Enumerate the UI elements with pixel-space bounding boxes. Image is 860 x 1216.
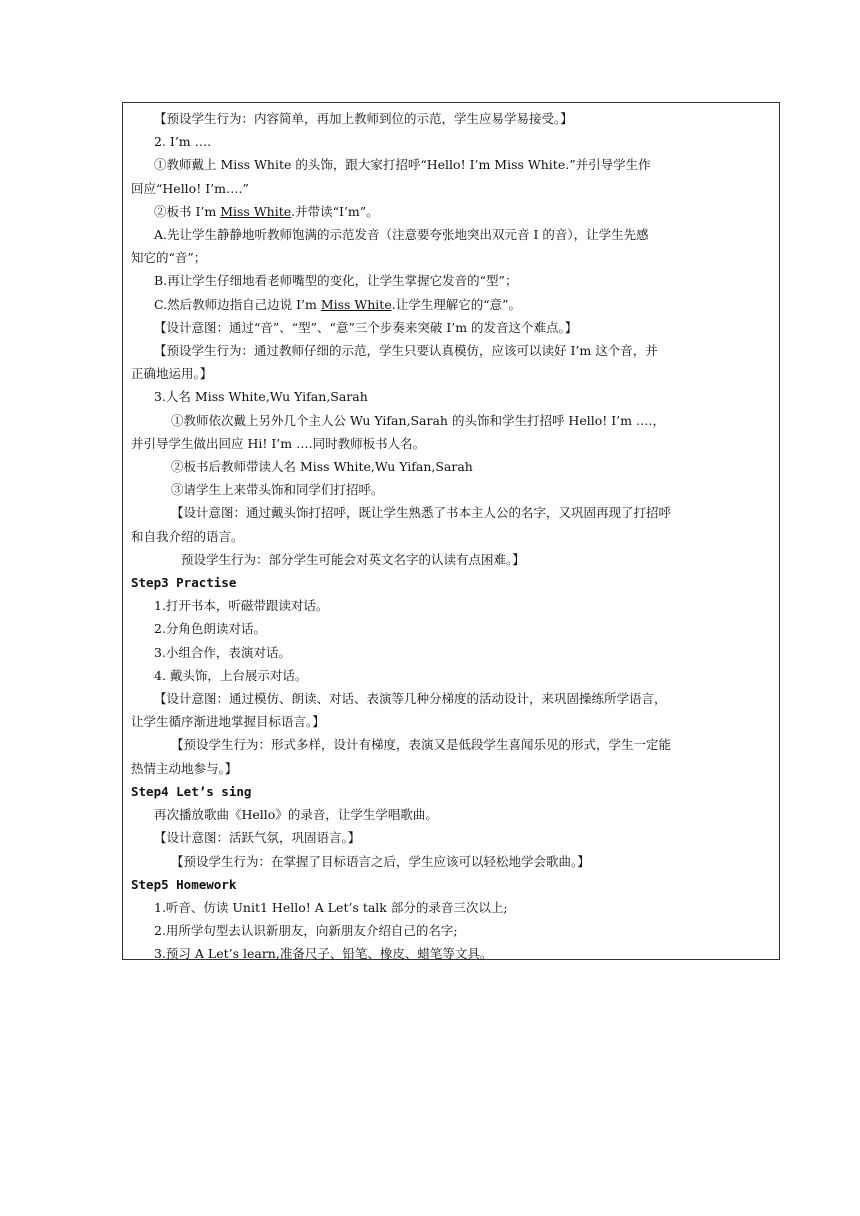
- text-line: 1.打开书本，听磁带跟读对话。: [154, 598, 329, 614]
- text-line: 和自我介绍的语言。: [131, 528, 244, 544]
- text-line: 3.人名 Miss White,Wu Yifan,Sarah: [154, 389, 368, 405]
- text-line: ①教师戴上 Miss White 的头饰，跟大家打招呼“Hello! I’m Miss White.”并引导学生作: [154, 157, 651, 173]
- text-line: 【预设学生行为：通过教师仔细的示范，学生只要认真模仿，应该可以读好 I’m 这个音，并: [154, 343, 658, 359]
- text-line: 1.听音、仿读 Unit1 Hello! A Let’s talk 部分的录音三次以上;: [154, 899, 508, 915]
- text-line: 【设计意图：通过戴头饰打招呼，既让学生熟悉了书本主人公的名字，又巩固再现了打招呼: [171, 505, 672, 521]
- lesson-plan-text: [131, 107, 773, 966]
- text-line: 让学生循序渐进地掌握目标语言。】: [131, 714, 325, 730]
- underlined-name: Miss White: [220, 203, 292, 219]
- lesson-plan-table-cell: [122, 102, 780, 960]
- text-line: 3.预习 A Let’s learn,准备尺子、铅笔、橡皮、蜡笔等文具。: [154, 946, 493, 962]
- text-line: 2.用所学句型去认识新朋友，向新朋友介绍自己的名字;: [154, 923, 458, 939]
- text-run: .让学生理解它的“意”。: [391, 296, 521, 312]
- text-line: 3.小组合作，表演对话。: [154, 644, 291, 660]
- text-line: 并引导学生做出回应 Hi! I’m ….同时教师板书人名。: [131, 435, 426, 451]
- text-line: 热情主动地参与。】: [131, 760, 238, 776]
- text-line: ②板书后教师带读人名 Miss White,Wu Yifan,Sarah: [171, 459, 473, 475]
- text-line: 【设计意图：通过模仿、朗读、对话、表演等几种分梯度的活动设计，来巩固操练所学语言，: [154, 691, 667, 707]
- text-line: 回应“Hello! I’m….”: [131, 180, 249, 196]
- text-line: A.先让学生静静地听教师饱满的示范发音（注意要夸张地突出双元音 I 的音），让学生先感: [154, 227, 649, 243]
- text-run: .并带读“I’m”。: [291, 203, 379, 219]
- text-line: 【设计意图：通过“音”、“型”、“意”三个步奏来突破 I’m 的发音这个难点。】: [154, 319, 578, 335]
- text-line: 【预设学生行为：在掌握了目标语言之后，学生应该可以轻松地学会歌曲。】: [171, 853, 590, 869]
- text-line: 再次播放歌曲《Hello》的录音，让学生学唱歌曲。: [154, 807, 438, 823]
- text-line: 4. 戴头饰，上台展示对话。: [154, 667, 308, 683]
- text-line: 2. I’m ….: [154, 134, 212, 150]
- underlined-name: Miss White: [320, 296, 392, 312]
- text-line: ①教师依次戴上另外几个主人公 Wu Yifan,Sarah 的头饰和学生打招呼 Hello! I’m ….，: [171, 412, 665, 428]
- text-line: [131, 293, 773, 316]
- text-line: B.再让学生仔细地看老师嘴型的变化，让学生掌握它发音的“型”；: [154, 273, 518, 289]
- text-line: 正确地运用。】: [131, 366, 213, 382]
- text-line: 知它的“音”；: [131, 250, 207, 266]
- text-line: 【设计意图：活跃气氛，巩固语言。】: [154, 830, 361, 846]
- text-line: 2.分角色朗读对话。: [154, 621, 266, 637]
- text-line: ③请学生上来带头饰和同学们打招呼。: [171, 482, 384, 498]
- text-line: [131, 200, 773, 223]
- text-line: 【预设学生行为：内容简单，再加上教师到位的示范，学生应易学易接受。】: [154, 111, 573, 126]
- text-line: 【预设学生行为：形式多样，设计有梯度，表演又是低段学生喜闻乐见的形式，学生一定能: [171, 737, 672, 753]
- text-run: C.然后教师边指自己边说 I’m: [154, 296, 321, 312]
- section-heading: Step4 Let’s sing: [131, 783, 252, 799]
- text-run: ②板书 I’m: [154, 203, 221, 219]
- text-line: 预设学生行为：部分学生可能会对英文名字的认读有点困难。】: [181, 551, 525, 567]
- section-heading: Step5 Homework: [131, 876, 237, 892]
- section-heading: Step3 Practise: [131, 575, 237, 591]
